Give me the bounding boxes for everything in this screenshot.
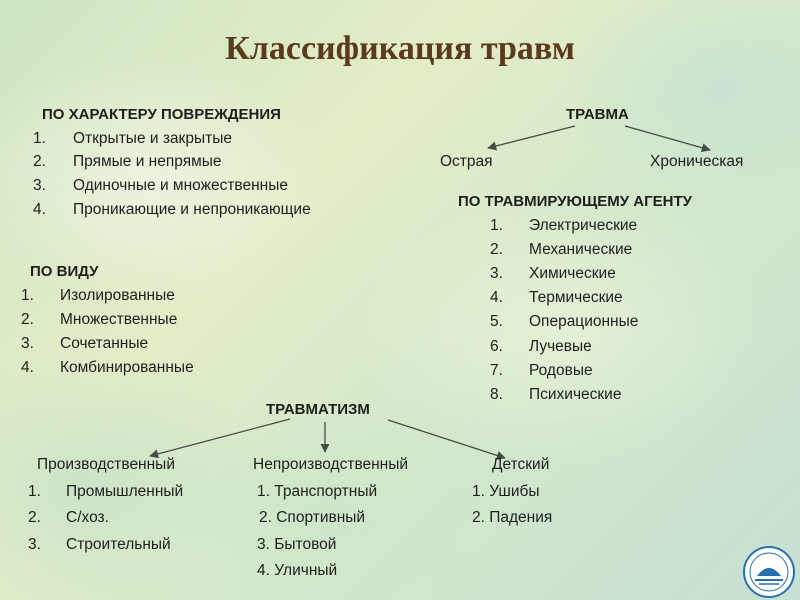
list-item: 2. Падения [472, 509, 553, 526]
trauma-header: ТРАВМА [566, 106, 629, 123]
list-number: 4. [490, 289, 503, 306]
list-item [33, 201, 311, 219]
list-item-text: Химические [529, 265, 616, 282]
list-item [33, 153, 222, 171]
list-item [21, 311, 178, 329]
trauma-acute: Острая [440, 153, 493, 170]
list-item: 4. Уличный [257, 562, 338, 579]
children-label: Детский [492, 456, 550, 473]
list-item-text: Одиночные и множественные [73, 177, 288, 194]
list-number: 2. [28, 509, 41, 526]
list-item: 1. Транспортный [257, 483, 378, 500]
list-item-text: Психические [529, 386, 622, 403]
list-item-text: Сочетанные [60, 335, 149, 352]
list-item [21, 287, 175, 305]
list-number: 2. [33, 153, 46, 170]
list-item [28, 509, 109, 527]
list-item [490, 362, 593, 380]
page-title: Классификация травм [225, 30, 575, 67]
list-item-text: Комбинированные [60, 359, 194, 376]
list-number: 7. [490, 362, 503, 379]
list-number: 5. [490, 313, 503, 330]
arrow-to-industrial [150, 419, 290, 456]
industrial-label: Производственный [37, 456, 175, 473]
university-emblem-icon [735, 540, 797, 598]
list-number: 3. [21, 335, 34, 352]
list-number: 3. [28, 536, 41, 553]
arrow-to-chronic [625, 126, 710, 150]
list-item [490, 338, 592, 356]
list-item-text: Промышленный [66, 483, 184, 500]
list-number: 2. [490, 241, 503, 258]
list-item-text: Прямые и непрямые [73, 153, 222, 170]
list-item-text: Механические [529, 241, 633, 258]
list-item-text: Родовые [529, 362, 593, 379]
list-item [490, 265, 616, 283]
list-item [21, 335, 149, 353]
list-item [33, 130, 232, 148]
list-item [490, 313, 639, 331]
list-item-text: Операционные [529, 313, 639, 330]
list-number: 3. [490, 265, 503, 282]
list-item-text: Термические [529, 289, 623, 306]
list-item-text: Лучевые [529, 338, 592, 355]
list-item-text: Строительный [66, 536, 171, 553]
list-item-text: С/хоз. [66, 509, 109, 526]
list-item [28, 483, 184, 501]
list-item: 2. Спортивный [259, 509, 366, 526]
list-item: 1. Ушибы [472, 483, 540, 500]
agent-header: ПО ТРАВМИРУЮЩЕМУ АГЕНТУ [458, 193, 692, 210]
type-header: ПО ВИДУ [30, 263, 99, 280]
arrow-to-children [388, 420, 505, 458]
list-item [490, 289, 623, 307]
list-item [21, 359, 194, 377]
traumatism-header: ТРАВМАТИЗМ [266, 401, 370, 418]
list-item [33, 177, 288, 195]
damage-header: ПО ХАРАКТЕРУ ПОВРЕЖДЕНИЯ [42, 106, 281, 123]
list-item-text: Множественные [60, 311, 178, 328]
list-item-text: Открытые и закрытые [73, 130, 232, 147]
list-number: 8. [490, 386, 503, 403]
trauma-chronic: Хроническая [650, 153, 744, 170]
list-item [490, 386, 622, 404]
list-number: 1. [490, 217, 503, 234]
arrow-to-acute [488, 126, 575, 148]
list-item [490, 241, 633, 259]
list-number: 3. [33, 177, 46, 194]
list-number: 4. [21, 359, 34, 376]
list-number: 1. [33, 130, 46, 147]
nonindustrial-label: Непроизводственный [253, 456, 409, 473]
list-number: 4. [33, 201, 46, 218]
list-item [490, 217, 638, 235]
list-item: 3. Бытовой [257, 536, 337, 553]
list-item [28, 536, 171, 554]
list-number: 1. [28, 483, 41, 500]
list-item-text: Изолированные [60, 287, 175, 304]
list-item-text: Электрические [529, 217, 638, 234]
list-number: 6. [490, 338, 503, 355]
list-item-text: Проникающие и непроникающие [73, 201, 311, 218]
list-number: 2. [21, 311, 34, 328]
list-number: 1. [21, 287, 34, 304]
